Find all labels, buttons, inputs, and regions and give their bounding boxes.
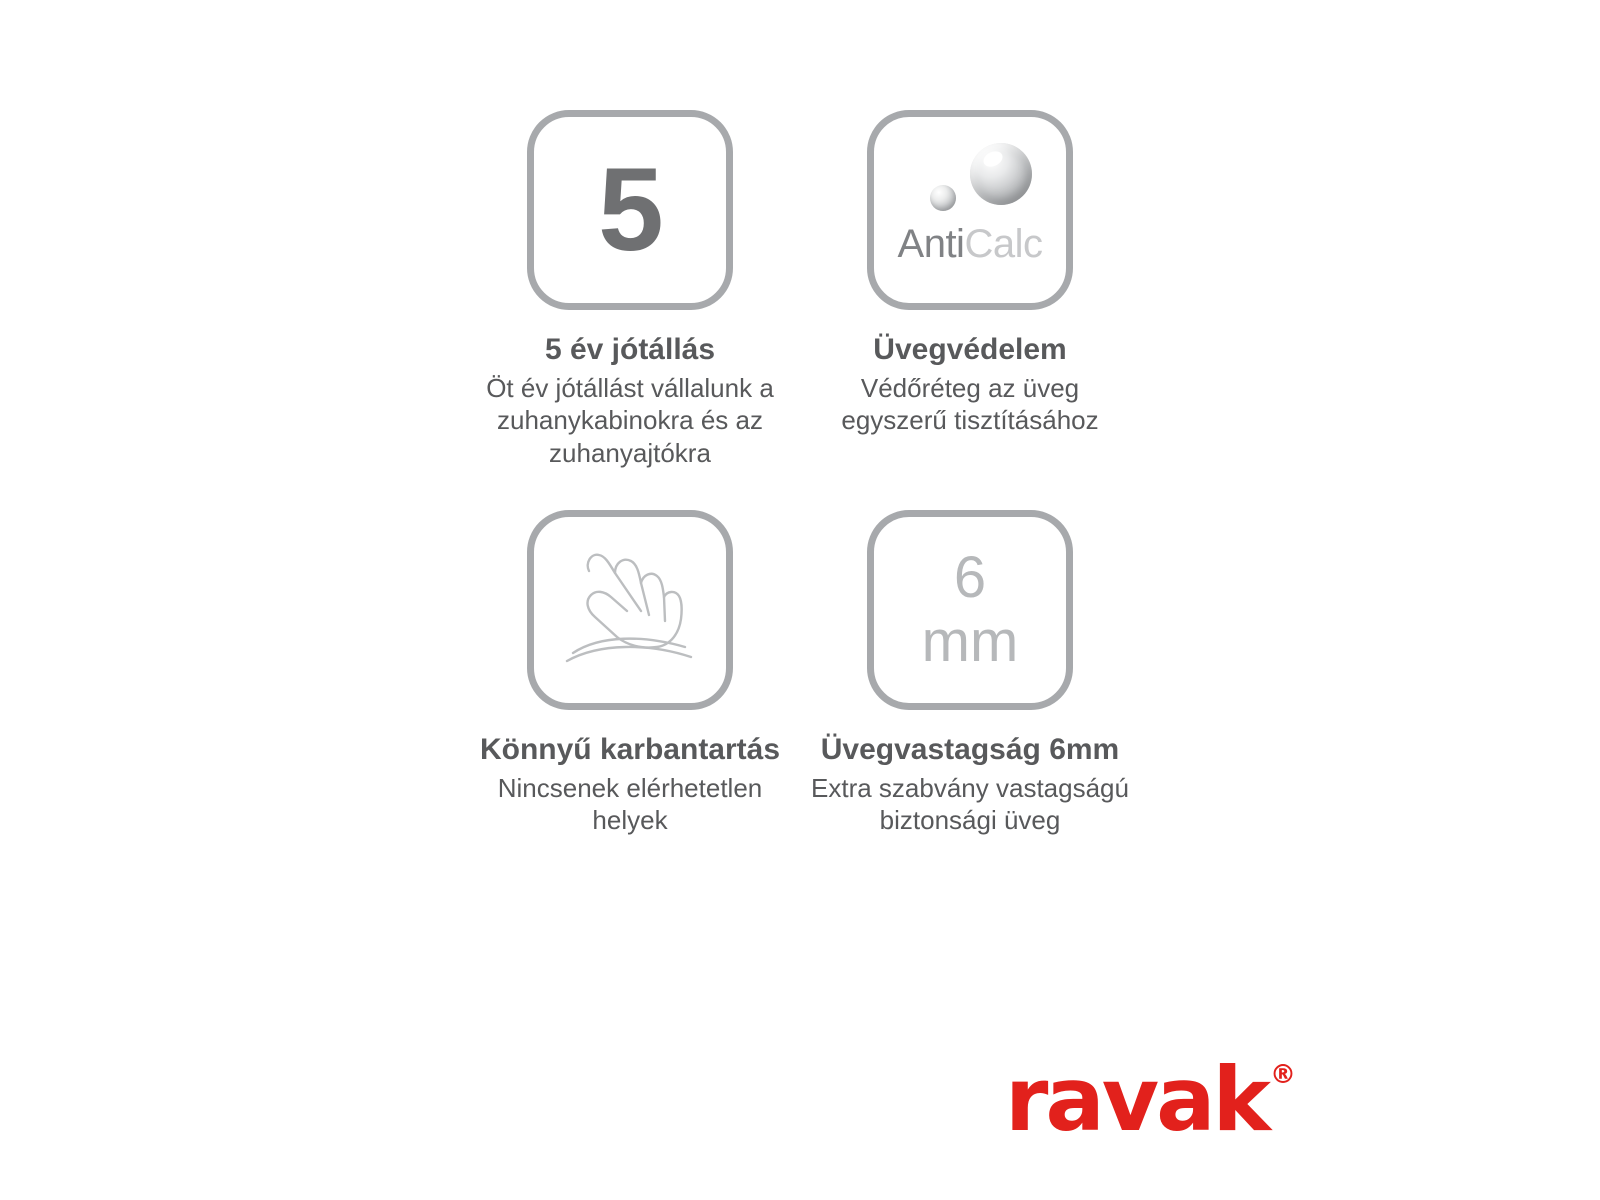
- registered-mark: ®: [1270, 1060, 1296, 1090]
- hand-wiping-icon: [527, 510, 733, 710]
- water-droplet-large-icon: [970, 143, 1032, 205]
- feature-description: Extra szabvány vastagságú biztonsági üveg: [811, 772, 1129, 836]
- feature-description: Védőréteg az üveg egyszerű tisztításához: [841, 372, 1099, 436]
- number-5-icon: [527, 110, 733, 310]
- feature-title: Könnyű karbantartás: [479, 733, 781, 766]
- glass-thickness-unit: mm: [921, 609, 1019, 674]
- feature-title: 5 év jótállás: [544, 333, 716, 366]
- feature-warranty: [460, 110, 800, 510]
- anticalc-label-calc: Calc: [964, 222, 1043, 266]
- feature-grid: [460, 110, 1140, 940]
- anticalc-label-anti: Anti: [897, 222, 965, 266]
- feature-title: Üvegvédelem: [873, 333, 1067, 366]
- feature-description: Nincsenek elérhetetlen helyek: [497, 772, 763, 836]
- feature-title: Üvegvastagság 6mm: [820, 733, 1120, 766]
- glass-thickness-label: [921, 545, 1019, 674]
- water-droplet-small-icon: [930, 185, 956, 211]
- anticalc-icon: [867, 110, 1073, 310]
- feature-glass-thickness: [800, 510, 1140, 940]
- anticalc-label: [874, 222, 1066, 267]
- brand-logo-text: ravak: [1004, 1048, 1268, 1151]
- feature-glass-protection: [800, 110, 1140, 510]
- hand-wiping-graphic: [545, 535, 715, 685]
- brand-logo: [1004, 1048, 1296, 1151]
- glass-thickness-number: 6: [953, 545, 987, 610]
- feature-description: Öt év jótállást vállalunk a zuhanykabinokra és az zuhanyajtókra: [486, 372, 774, 469]
- anticalc-graphic: [874, 117, 1066, 303]
- warranty-years-value: 5: [598, 144, 662, 276]
- glass-thickness-icon: [867, 510, 1073, 710]
- feature-easy-maintenance: [460, 510, 800, 940]
